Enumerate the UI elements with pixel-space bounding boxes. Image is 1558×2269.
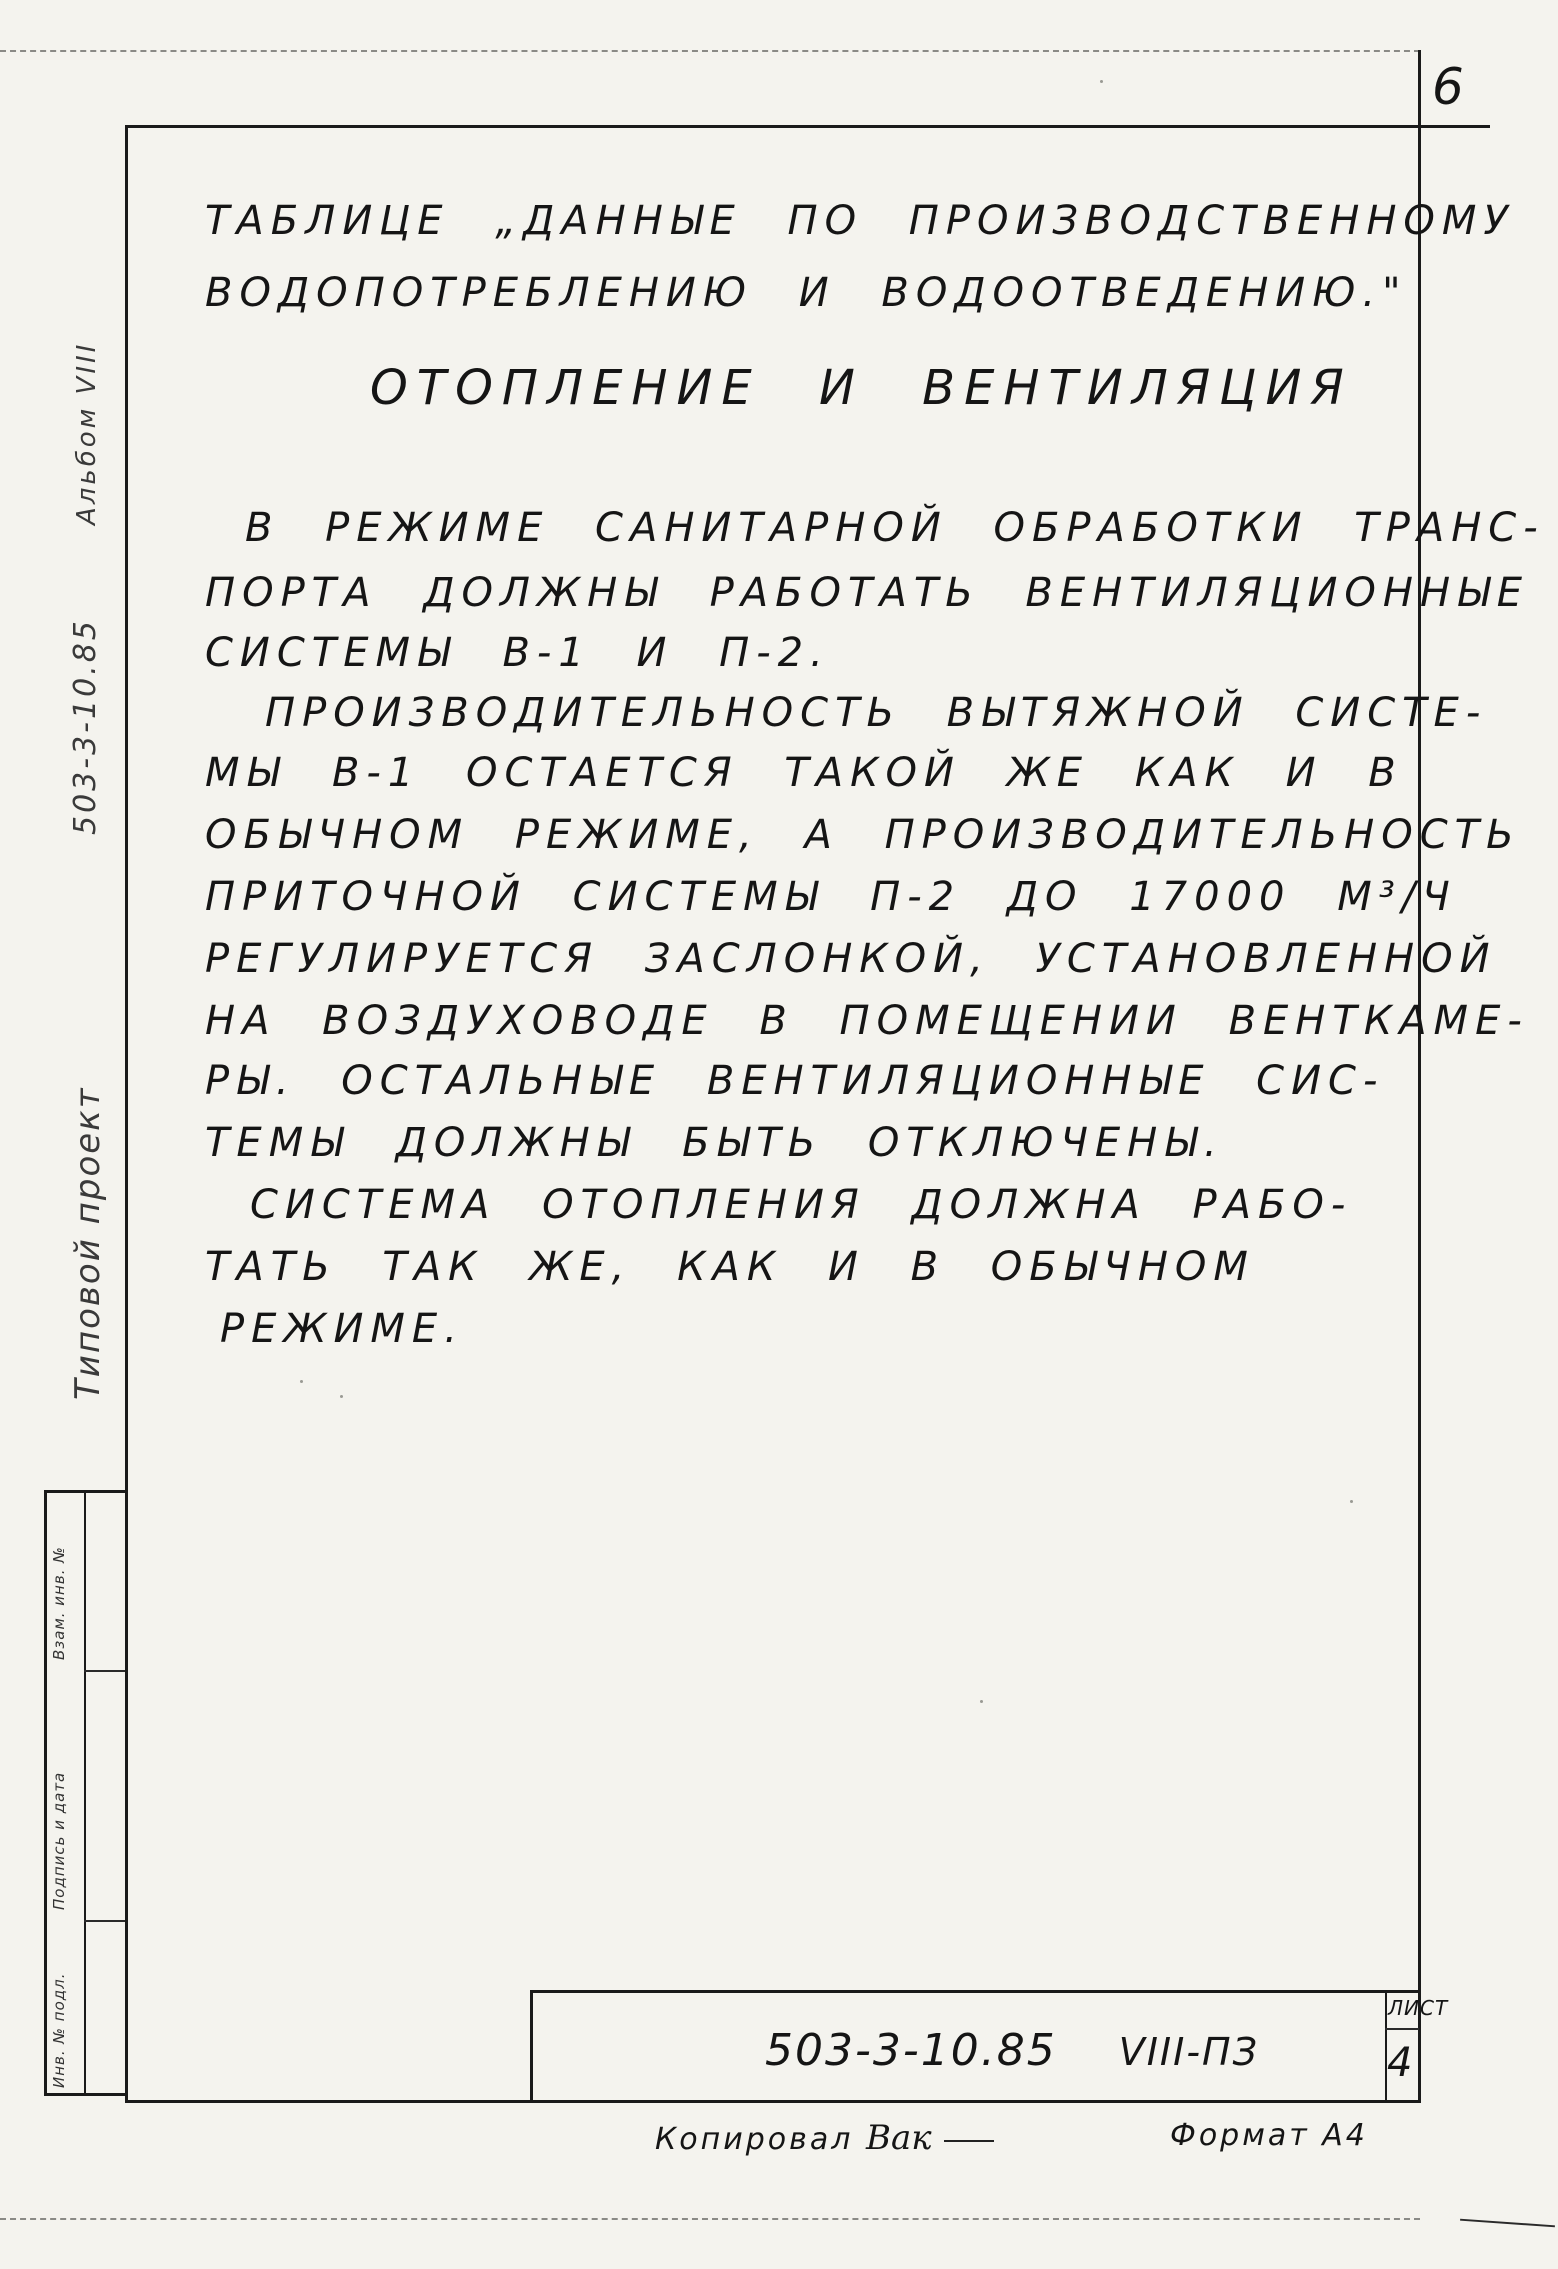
body-line-13: ТАТЬ ТАК ЖЕ, КАК И В ОБЫЧНОМ xyxy=(205,1244,1255,1290)
stamp-strip-divider xyxy=(84,1490,86,2093)
scan-speck xyxy=(980,1700,983,1703)
body-line-12: СИСТЕМА ОТОПЛЕНИЯ ДОЛЖНА РАБО- xyxy=(250,1182,1353,1228)
frame-top-border xyxy=(125,125,1490,128)
stamp-strip-row-1 xyxy=(84,1670,125,1672)
body-line-14: РЕЖИМЕ. xyxy=(220,1306,464,1352)
body-line-6: ОБЫЧНОМ РЕЖИМЕ, А ПРОИЗВОДИТЕЛЬНОСТЬ xyxy=(205,812,1521,858)
title-block-code xyxy=(765,2025,1259,2076)
bottom-edge-line xyxy=(0,2218,1420,2220)
side-project-label: Типовой проект xyxy=(68,1086,108,1400)
body-line-4: ПРОИЗВОДИТЕЛЬНОСТЬ ВЫТЯЖНОЙ СИСТЕ- xyxy=(265,690,1488,736)
title-block-album: VIII-ПЗ xyxy=(1118,2030,1259,2074)
body-line-5: МЫ В-1 ОСТАЕТСЯ ТАКОЙ ЖЕ КАК И В xyxy=(205,750,1403,796)
title-block-sheet-number: 4 xyxy=(1387,2040,1413,2086)
scan-speck xyxy=(1100,80,1103,83)
stamp-strip-row-2 xyxy=(84,1920,125,1922)
frame-bottom-border xyxy=(125,2100,1421,2103)
body-line-9: НА ВОЗДУХОВОДЕ В ПОМЕЩЕНИИ ВЕНТКАМЕ- xyxy=(205,998,1529,1044)
top-edge-line xyxy=(0,50,1420,52)
title-block-left xyxy=(530,1990,533,2102)
footer-signature: Вак xyxy=(865,2118,932,2158)
scan-speck xyxy=(300,1380,303,1383)
title-block-sheet-row xyxy=(1385,2028,1419,2030)
title-block-sheet-label: ЛИСТ xyxy=(1388,1996,1449,2020)
scan-speck xyxy=(340,1395,343,1398)
side-album-label: Альбом VIII xyxy=(72,341,102,525)
bottom-right-mark xyxy=(1460,2219,1555,2228)
footer-copied-by xyxy=(655,2118,994,2158)
footer-format: Формат А4 xyxy=(1170,2118,1368,2153)
body-line-8: РЕГУЛИРУЕТСЯ ЗАСЛОНКОЙ, УСТАНОВЛЕННОЙ xyxy=(205,936,1497,982)
intro-line-2: ВОДОПОТРЕБЛЕНИЮ И ВОДООТВЕДЕНИЮ." xyxy=(205,270,1408,316)
body-line-10: РЫ. ОСТАЛЬНЫЕ ВЕНТИЛЯЦИОННЫЕ СИС- xyxy=(205,1058,1385,1104)
body-line-3: СИСТЕМЫ В-1 И П-2. xyxy=(205,630,830,676)
page-number-box-left xyxy=(1418,50,1421,128)
body-line-2: ПОРТА ДОЛЖНЫ РАБОТАТЬ ВЕНТИЛЯЦИОННЫЕ xyxy=(205,570,1530,616)
stamp-inv-label: Инв. № подл. xyxy=(50,1972,68,2088)
frame-right-border xyxy=(1418,50,1421,2100)
body-line-1: В РЕЖИМЕ САНИТАРНОЙ ОБРАБОТКИ ТРАНС- xyxy=(245,505,1545,551)
intro-line-1: ТАБЛИЦЕ „ДАННЫЕ ПО ПРОИЗВОДСТВЕННОМУ xyxy=(205,198,1515,244)
footer-copied-by-label: Копировал xyxy=(655,2122,854,2157)
page-number: 6 xyxy=(1432,58,1464,116)
body-line-7: ПРИТОЧНОЙ СИСТЕМЫ П-2 ДО 17000 М³/Ч xyxy=(205,874,1457,920)
body-line-11: ТЕМЫ ДОЛЖНЫ БЫТЬ ОТКЛЮЧЕНЫ. xyxy=(205,1120,1224,1166)
section-heading: ОТОПЛЕНИЕ И ВЕНТИЛЯЦИЯ xyxy=(370,360,1353,416)
stamp-signature-label: Подпись и дата xyxy=(50,1771,68,1910)
side-code-label: 503-3-10.85 xyxy=(68,618,103,835)
title-block-code-number: 503-3-10.85 xyxy=(765,2025,1057,2076)
scan-speck xyxy=(1350,1500,1353,1503)
stamp-replace-label: Взам. инв. № xyxy=(50,1546,68,1660)
title-block-top xyxy=(530,1990,1420,1993)
